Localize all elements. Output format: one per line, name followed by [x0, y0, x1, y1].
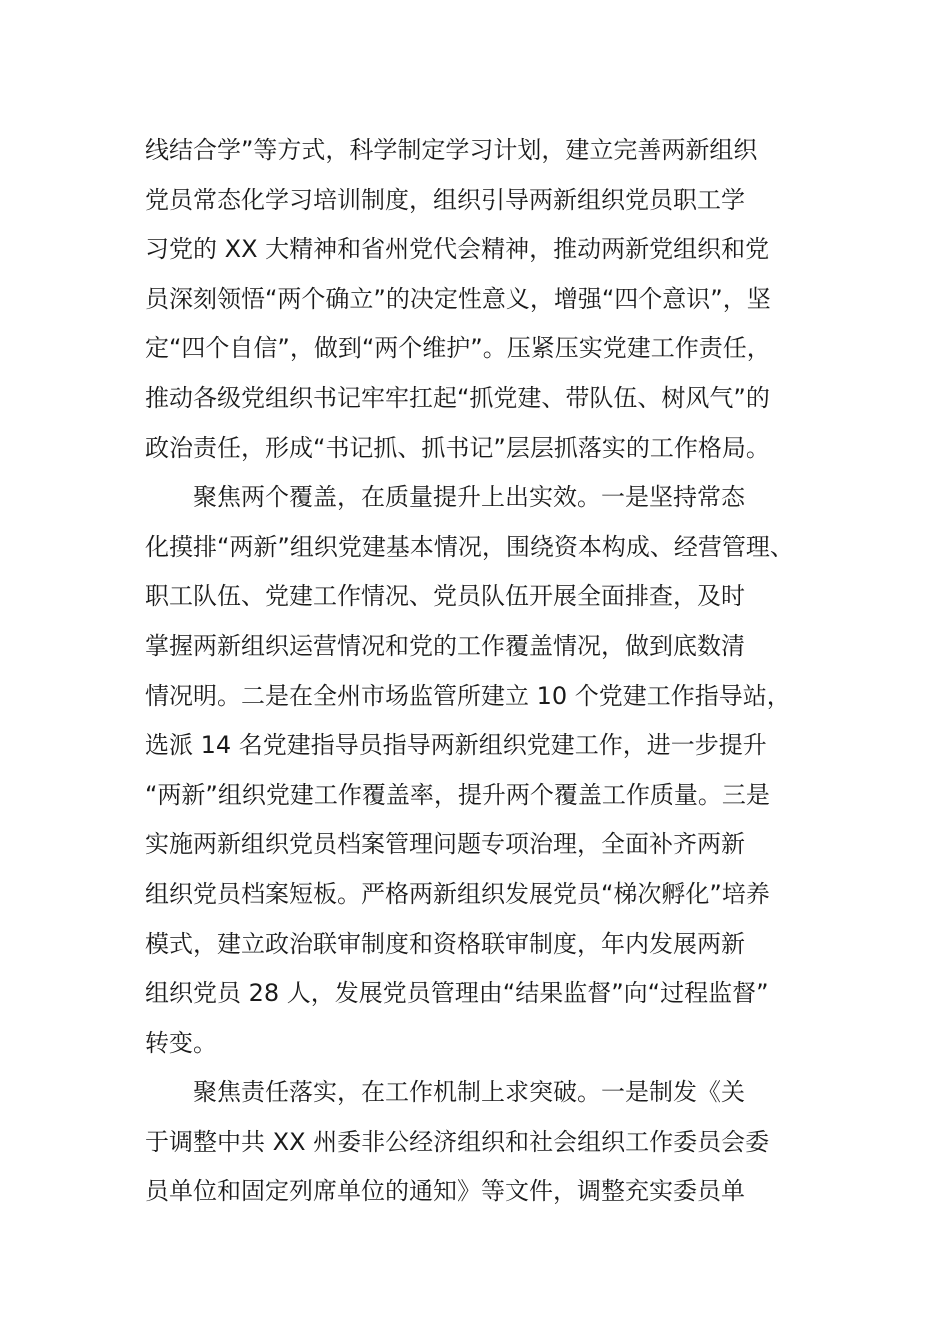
paragraph-start-line: 聚焦两个覆盖，在质量提升上出实效。一是坚持常态: [193, 483, 745, 512]
text-line: 实施两新组织党员档案管理问题专项治理，全面补齐两新: [145, 830, 745, 859]
text-line: “两新”组织党建工作覆盖率，提升两个覆盖工作质量。三是: [145, 780, 770, 809]
text-line: 组织党员 28 人，发展党员管理由“结果监督”向“过程监督”: [145, 979, 769, 1008]
text-line: 线结合学”等方式，科学制定学习计划，建立完善两新组织: [145, 136, 758, 164]
text-line: 化摸排“两新”组织党建基本情况，围绕资本构成、经营管理、: [145, 532, 794, 561]
text-line: 组织党员档案短板。严格两新组织发展党员“梯次孵化”培养: [145, 879, 770, 908]
text-line: 转变。: [145, 1028, 217, 1057]
text-line: 掌握两新组织运营情况和党的工作覆盖情况，做到底数清: [145, 631, 745, 660]
text-line: 模式，建立政治联审制度和资格联审制度，年内发展两新: [145, 929, 745, 958]
text-line: 于调整中共 XX 州委非公经济组织和社会组织工作委员会委: [145, 1127, 770, 1156]
text-line: 习党的 XX 大精神和省州党代会精神，推动两新党组织和党: [145, 235, 770, 264]
paragraph-start-line: 聚焦责任落实，在工作机制上求突破。一是制发《关: [193, 1078, 745, 1107]
text-line: 政治责任，形成“书记抓、抓书记”层层抓落实的工作格局。: [145, 433, 770, 462]
text-line: 员深刻领悟“两个确立”的决定性意义，增强“四个意识”，坚: [145, 284, 771, 313]
text-line: 定“四个自信”，做到“两个维护”。压紧压实党建工作责任，: [145, 334, 771, 363]
body-text: [145, 126, 825, 1217]
text-line: 党员常态化学习培训制度，组织引导两新组织党员职工学: [145, 185, 745, 214]
text-line: 推动各级党组织书记牢牢扛起“抓党建、带队伍、树风气”的: [145, 383, 770, 412]
text-line: 选派 14 名党建指导员指导两新组织党建工作，进一步提升: [145, 731, 767, 760]
text-line: 情况明。二是在全州市场监管所建立 10 个党建工作指导站，: [145, 681, 791, 710]
text-line: 职工队伍、党建工作情况、党员队伍开展全面排查，及时: [145, 582, 745, 611]
text-line: 员单位和固定列席单位的通知》等文件，调整充实委员单: [145, 1177, 745, 1206]
